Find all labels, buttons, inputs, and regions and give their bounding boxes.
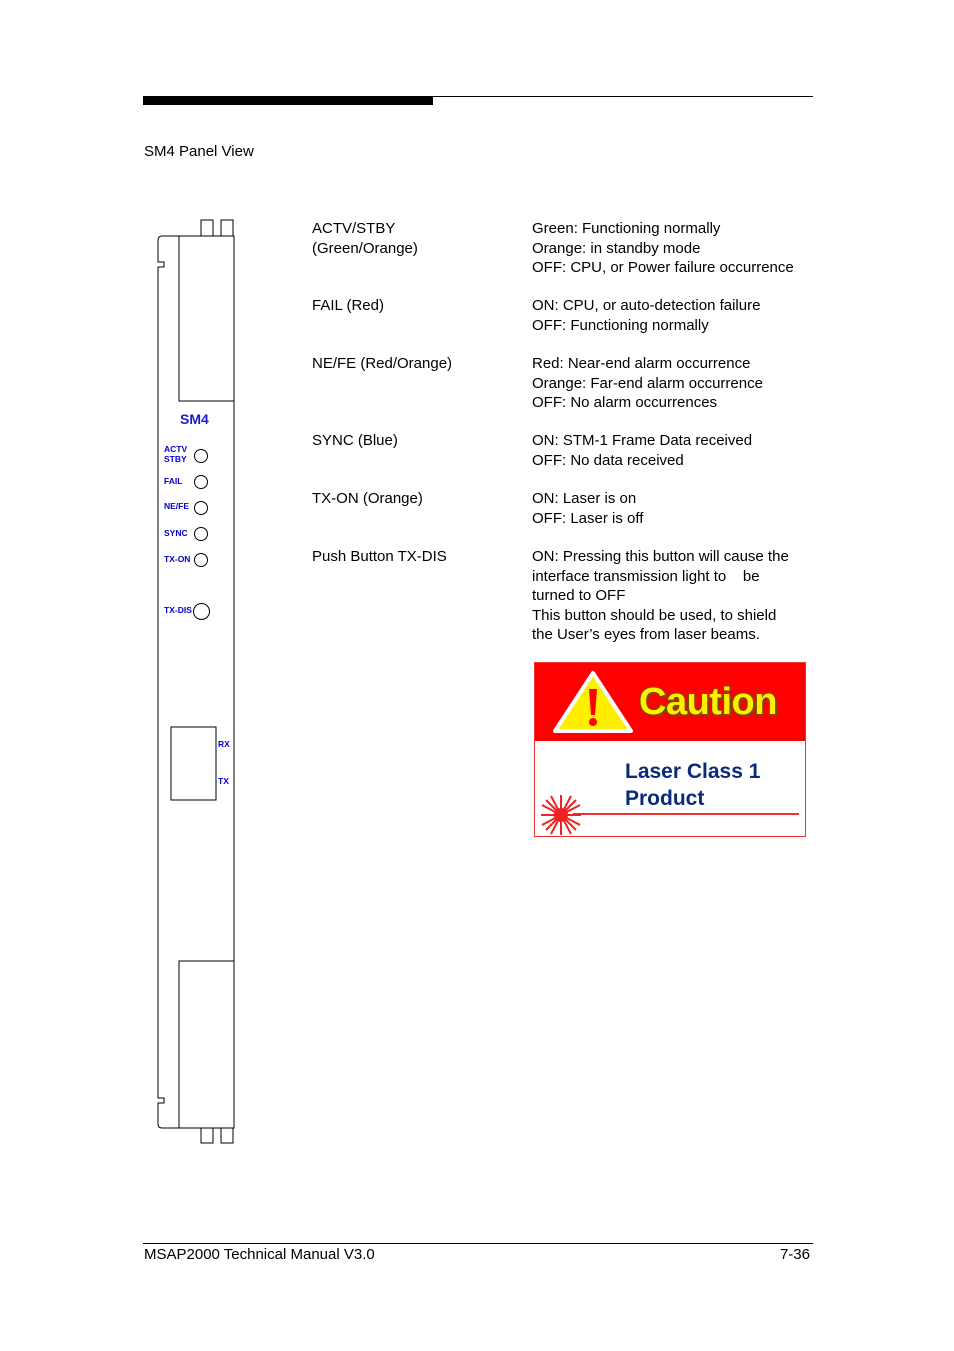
desc-line: OFF: Laser is off [532,509,644,527]
desc-line: ON: STM-1 Frame Data received [532,432,753,449]
desc-line: OFF: Functioning normally [532,316,709,334]
desc-line: OFF: No data received [532,451,684,469]
led-label-fail: FAIL [164,476,183,486]
indicator-desc [532,489,822,528]
button-label-txdis: TX-DIS [164,605,192,615]
nefe-led [194,501,208,515]
indicator-desc [532,547,822,645]
desc-line: Red: Near-end alarm occurrence [532,355,751,372]
led-label-txon: TX-ON [164,554,191,564]
indicator-name: ACTV/STBY (Green/Orange) [312,220,418,257]
section-title: SM4 Panel View [144,143,254,160]
desc-line: Orange: Far-end alarm occurrence [532,374,763,392]
desc-line: ON: Laser is on [532,490,637,507]
header-rule-thin [433,96,813,97]
sm4-panel-diagram [150,215,250,1150]
txon-led [194,553,208,567]
laser-class-line1: Laser Class 1 [625,760,761,783]
desc-line: interface transmission light to be [532,567,760,585]
desc-line: turned to OFF [532,587,626,604]
port-label-tx: TX [218,776,229,786]
sync-led [194,527,208,541]
desc-line: Green: Functioning normally [532,220,721,237]
laser-class-line2: Product [625,787,705,810]
indicator-desc [532,354,822,413]
desc-line: This button should be used, to shield [532,606,777,624]
fail-led [194,475,208,489]
led-label-actv: ACTV [164,444,188,454]
indicator-name: TX-ON (Orange) [312,490,423,507]
panel-title: SM4 [180,411,209,427]
led-label-stby: STBY [164,454,187,464]
indicator-name: NE/FE (Red/Orange) [312,355,453,372]
port-label-rx: RX [218,739,230,749]
led-label-sync: SYNC [164,528,188,538]
page-number: 7-36 [779,1246,810,1263]
desc-line: OFF: No alarm occurrences [532,394,718,411]
desc-line: ON: Pressing this button will cause the [532,548,789,565]
footer-title: MSAP2000 Technical Manual V3.0 [144,1246,375,1263]
header-rule-thick [143,96,433,105]
warning-triangle-icon [551,669,635,735]
desc-line: ON: CPU, or auto-detection failure [532,297,761,314]
laser-caution-sign [534,662,806,837]
indicator-name: Push Button TX-DIS [312,548,447,565]
caution-heading: Caution [639,681,777,723]
indicator-name: SYNC (Blue) [312,432,398,449]
desc-line: Orange: in standby mode [532,239,701,257]
actv-stby-led [194,449,208,463]
indicator-desc [532,296,822,335]
desc-line: the User’s eyes from laser beams. [532,626,760,643]
indicator-desc [532,219,822,278]
laser-burst-icon [539,793,583,837]
indicator-desc [532,431,822,470]
laser-beam-line [573,813,799,815]
led-label-nefe: NE/FE [164,501,190,511]
txdis-push-button [193,603,210,620]
footer-rule [143,1243,813,1244]
panel-outline [150,215,250,1150]
laser-class-text [625,758,760,812]
desc-line: OFF: CPU, or Power failure occurrence [532,259,794,276]
indicator-name: FAIL (Red) [312,297,384,314]
